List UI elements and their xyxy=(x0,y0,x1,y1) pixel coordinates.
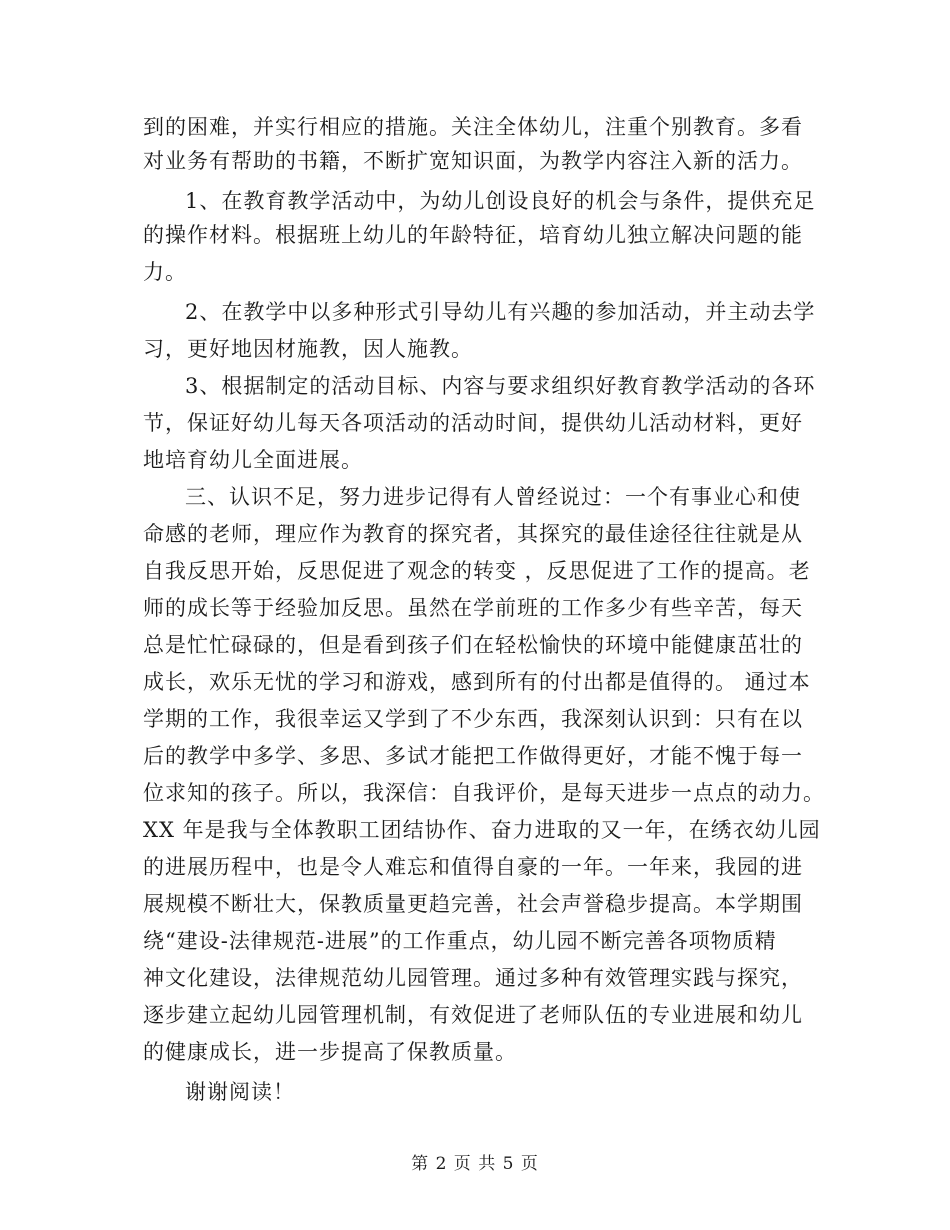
text-line: 习，更好地因材施教，因人施教。 xyxy=(143,337,473,361)
text-line: 的操作材料。根据班上幼儿的年龄特征，培育幼儿独立解决问题的能 xyxy=(143,223,803,247)
text-line: 自我反思开始，反思促进了观念的转变 ，反思促进了工作的提高。老 xyxy=(143,559,811,583)
text-line: 后的教学中多学、多思、多试才能把工作做得更好，才能不愧于每一 xyxy=(143,744,803,768)
text-line: 成长，欢乐无忧的学习和游戏，感到所有的付出都是值得的。 通过本 xyxy=(143,670,811,694)
text-line: 的健康成长，进一步提高了保教质量。 xyxy=(143,1040,517,1064)
text-line: 逐步建立起幼儿园管理机制，有效促进了老师队伍的专业进展和幼儿 xyxy=(143,1003,803,1027)
text-line: 节，保证好幼儿每天各项活动的活动时间，提供幼儿活动材料，更好 xyxy=(143,411,803,435)
text-line: 位求知的孩子。所以，我深信：自我评价，是每天进步一点点的动力。 xyxy=(143,781,825,805)
text-line: 展规模不断壮大，保教质量更趋完善，社会声誉稳步提高。本学期围 xyxy=(143,892,803,916)
text-line: 命感的老师，理应作为教育的探究者，其探究的最佳途径往往就是从 xyxy=(143,522,803,546)
text-line: 的进展历程中，也是令人难忘和值得自豪的一年。一年来，我园的进 xyxy=(143,855,803,879)
text-line: 3、根据制定的活动目标、内容与要求组织好教育教学活动的各环 xyxy=(185,374,816,398)
text-line: 绕“建设-法律规范-进展”的工作重点，幼儿园不断完善各项物质精 xyxy=(143,929,777,953)
text-line: 学期的工作，我很幸运又学到了不少东西，我深刻认识到：只有在以 xyxy=(143,707,803,731)
text-line: 对业务有帮助的书籍，不断扩宽知识面，为教学内容注入新的活力。 xyxy=(143,149,803,173)
text-line: 谢谢阅读！ xyxy=(185,1080,295,1104)
text-line: 师的成长等于经验加反思。虽然在学前班的工作多少有些辛苦，每天 xyxy=(143,596,803,620)
text-line: 三、认识不足，努力进步记得有人曾经说过：一个有事业心和使 xyxy=(185,485,801,509)
text-line: 到的困难，并实行相应的措施。关注全体幼儿，注重个别教育。多看 xyxy=(143,115,803,139)
text-line: XX 年是我与全体教职工团结协作、奋力进取的又一年，在绣衣幼儿园 xyxy=(143,818,821,842)
text-line: 总是忙忙碌碌的，但是看到孩子们在轻松愉快的环境中能健康茁壮的 xyxy=(143,633,803,657)
text-line: 地培育幼儿全面进展。 xyxy=(143,448,363,472)
page-number-footer: 第 2 页 共 5 页 xyxy=(411,1154,539,1174)
text-line: 力。 xyxy=(143,260,187,284)
text-line: 神文化建设，法律规范幼儿园管理。通过多种有效管理实践与探究， xyxy=(143,966,803,990)
text-line: 1、在教育教学活动中，为幼儿创设良好的机会与条件，提供充足 xyxy=(185,189,816,213)
text-line: 2、在教学中以多种形式引导幼儿有兴趣的参加活动，并主动去学 xyxy=(185,300,816,324)
